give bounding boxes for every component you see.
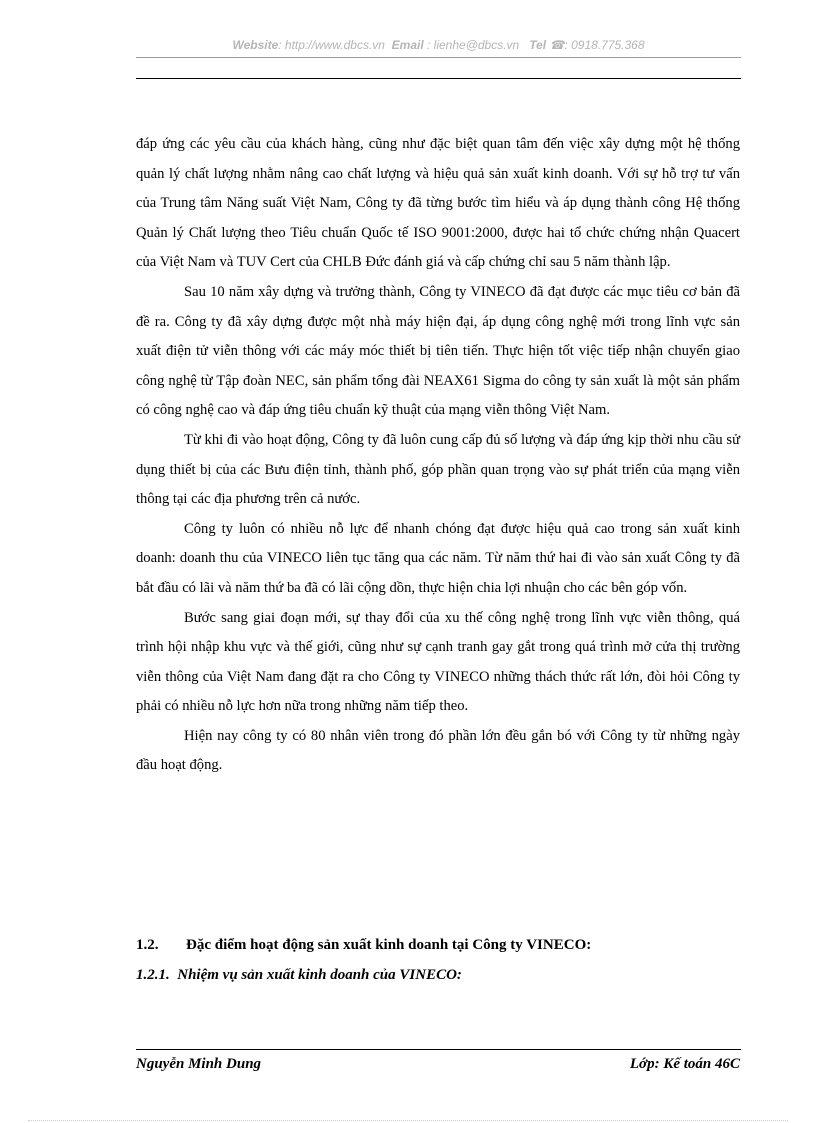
subsection-number: 1.2.1. [136, 967, 170, 983]
tel-label: Tel [529, 38, 547, 52]
subsection-heading [136, 967, 462, 984]
footer-class: Lớp: Kế toán 46C [629, 1056, 740, 1072]
email-label: Email [391, 38, 424, 52]
footer-rule [136, 1049, 741, 1050]
section-title: Đặc điểm hoạt động sản xuất kinh doanh tại Công ty VINECO: [186, 937, 592, 953]
page-edge [28, 1120, 788, 1121]
website-label: Website [232, 38, 279, 52]
tel-value: : 0918.775.368 [564, 38, 645, 52]
section-heading [136, 937, 591, 954]
section-number: 1.2. [136, 937, 159, 953]
paragraph-6: Hiện nay công ty có 80 nhân viên trong đó phần lớn đều gắn bó với Công ty từ những ngày đầu hoạt động. [136, 727, 740, 774]
email-value[interactable]: : lienhe@dbcs.vn [427, 38, 520, 52]
paragraph-5: Bước sang giai đoạn mới, sự thay đổi của xu thế công nghệ trong lĩnh vực viễn thông, quá trình hội nhập khu vực và thế giới, cũng như sự cạnh tranh gay gắt trong quá trình mở cửa thị trường viễn thông của Việt Nam đang đặt ra cho Công ty VINECO những thách thức rất lớn, đòi hỏi Công ty phải có nhiều nỗ lực hơn nữa trong những năm tiếp theo. [136, 609, 740, 715]
paragraph-1: đáp ứng các yêu cầu của khách hàng, cũng như đặc biệt quan tâm đến việc xây dựng một hệ thống quản lý chất lượng nhằm nâng cao chất lượng và hiệu quả sản xuất kinh doanh. Với sự hỗ trợ tư vấn của Trung tâm Năng suất Việt Nam, Công ty đã từng bước tìm hiểu và áp dụng thành công Hệ thống Quản lý Chất lượng theo Tiêu chuẩn Quốc tế ISO 9001:2000, được hai tổ chức chứng nhận Quacert của Việt Nam và TUV Cert của CHLB Đức đánh giá và cấp chứng chỉ sau 5 năm thành lập. [136, 136, 740, 271]
subsection-title: Nhiệm vụ sản xuất kinh doanh của VINECO: [177, 967, 462, 983]
paragraph-4: Công ty luôn có nhiều nỗ lực để nhanh chóng đạt được hiệu quả cao trong sản xuất kinh doanh: doanh thu của VINECO liên tục tăng qua các năm. Từ năm thứ hai đi vào sản xuất Công ty đã bắt đầu có lãi và năm thứ ba đã có lãi cộng dồn, thực hiện chia lợi nhuận cho các bên góp vốn. [136, 520, 740, 596]
phone-icon: ☎ [549, 38, 565, 52]
paragraph-3: Từ khi đi vào hoạt động, Công ty đã luôn cung cấp đủ số lượng và đáp ứng kịp thời nhu cầu sử dụng thiết bị của các Bưu điện tỉnh, thành phố, góp phần quan trọng vào sự phát triển của mạng viễn thông tại các địa phương trên cả nước. [136, 431, 740, 508]
header-rule-top [136, 57, 741, 58]
header-rule-bottom [136, 78, 741, 79]
footer-author: Nguyễn Minh Dung [136, 1056, 262, 1072]
body-text [136, 130, 740, 781]
page-header [136, 38, 741, 52]
paragraph-2: Sau 10 năm xây dựng và trưởng thành, Công ty VINECO đã đạt được các mục tiêu cơ bản đã đề ra. Công ty đã xây dựng được một nhà máy hiện đại, áp dụng công nghệ mới trong lĩnh vực sản xuất điện tử viễn thông với các máy móc thiết bị tiên tiến. Thực hiện tốt việc tiếp nhận chuyển giao công nghệ từ Tập đoàn NEC, sản phẩm tổng đài NEAX61 Sigma do công ty sản xuất là một sản phẩm có công nghệ cao và đáp ứng tiêu chuẩn kỹ thuật của mạng viễn thông Việt Nam. [136, 283, 740, 419]
website-url[interactable]: : http://www.dbcs.vn [278, 38, 385, 52]
